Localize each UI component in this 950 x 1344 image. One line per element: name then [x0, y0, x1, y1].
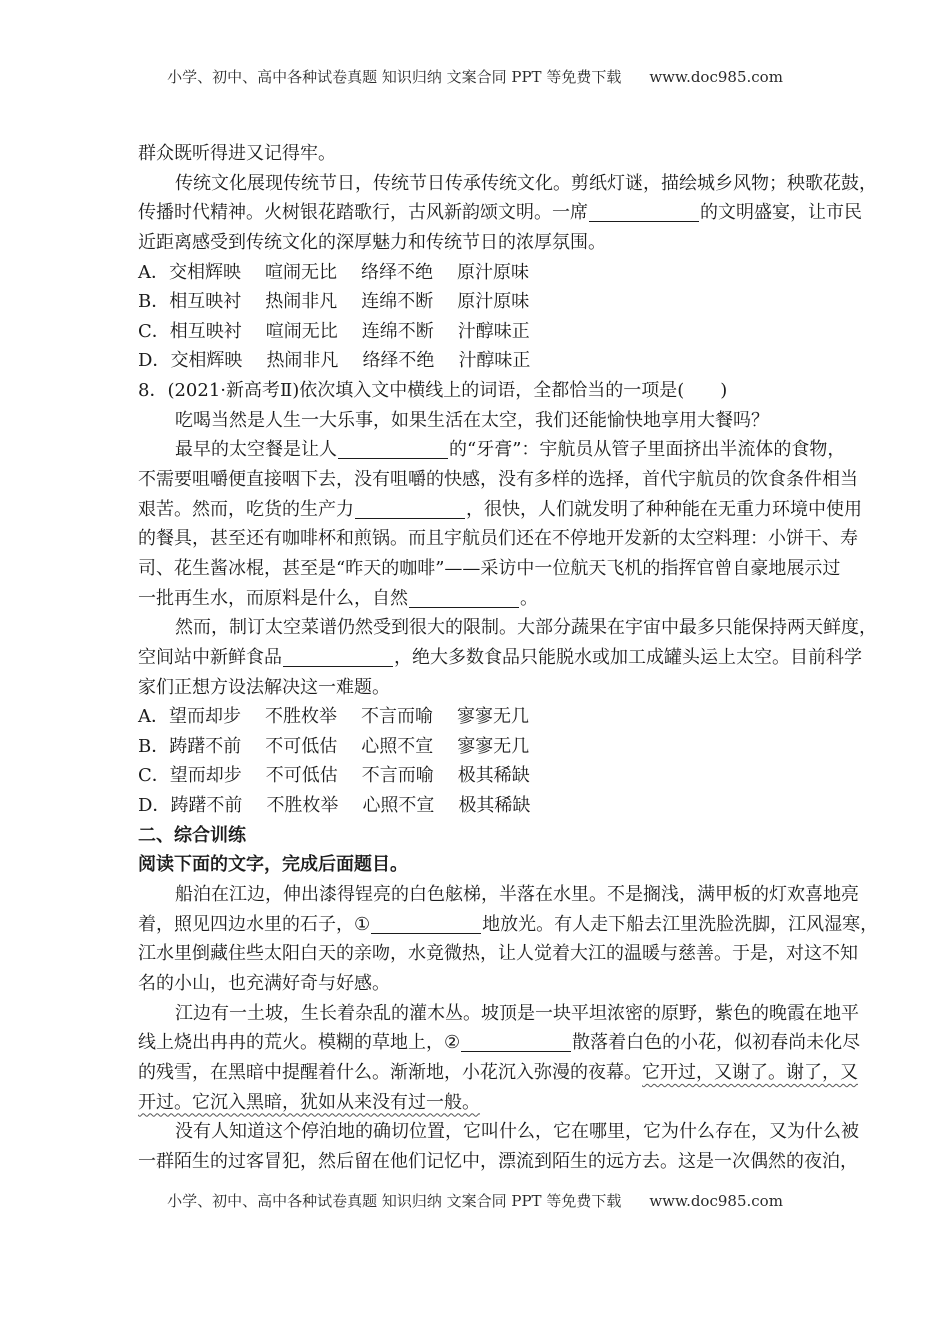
option-7-B — [138, 287, 850, 317]
paragraph-line — [138, 524, 858, 554]
text-run: 络绎不绝 — [361, 261, 433, 283]
paragraph-line — [138, 1088, 850, 1118]
text-run: 阅读下面的文字，完成后面题目。 — [138, 854, 408, 876]
text-run: 家们正想方设法解决这一难题。 — [138, 676, 390, 698]
text-run: 的文明盛宴，让市民 — [700, 202, 862, 224]
fill-in-blank-line — [283, 666, 393, 667]
text-run: 二、综合训练 — [138, 824, 246, 846]
text-run: 。 — [520, 587, 538, 609]
paragraph-line — [138, 435, 850, 465]
text-run: 不可低估 — [265, 765, 338, 787]
text-run: 踌躇不前 — [169, 735, 242, 757]
text-run: ，绝大多数食品只能脱水或加工成罐头运上太空。目前科学 — [394, 646, 862, 668]
paragraph-line — [138, 169, 877, 199]
text-run: 汁醇味正 — [458, 350, 531, 372]
text-run: 交相辉映 — [170, 350, 243, 372]
paragraph-line — [138, 613, 877, 643]
paragraph-line — [138, 1147, 858, 1177]
text-run: 连绵不断 — [361, 320, 434, 342]
text-run: 空间站中新鲜食品 — [138, 646, 282, 668]
page-header — [0, 66, 950, 87]
text-run: 江边有一土坡，生长着杂乱的灌木丛。坡顶是一块平坦浓密的原野，紫色的晚霞在地平 — [175, 1002, 859, 1024]
text-run: 寥寥无几 — [457, 735, 530, 757]
text-run: 8．(2021·新高考Ⅱ)依次填入文中横线上的词语，全都恰当的一项是( ) — [138, 380, 728, 402]
text-run: 原汁原味 — [457, 261, 529, 283]
text-run: A． — [138, 261, 169, 283]
fill-in-blank-line — [589, 221, 699, 222]
paragraph-line — [138, 198, 862, 228]
text-run: 艰苦。然而，吃货的生产力 — [138, 498, 354, 520]
text-run: 踌躇不前 — [170, 795, 243, 817]
document-body — [138, 139, 879, 1176]
text-run: 喧闹无比 — [265, 261, 337, 283]
fill-in-blank-line — [355, 518, 465, 519]
option-8-B — [138, 732, 850, 762]
text-run: 喧闹无比 — [265, 320, 338, 342]
text-run: 地放光。有人走下船去江里洗脸洗脚，江风湿寒， — [482, 913, 879, 935]
text-run: 不胜枚举 — [265, 706, 337, 728]
text-run: 船泊在江边，伸出漆得锃亮的白色舷梯，半落在水里。不是搁浅，满甲板的灯欢喜地亮 — [175, 884, 859, 906]
fill-in-blank-line — [338, 458, 448, 459]
text-run: 没有人知道这个停泊地的确切位置，它叫什么，它在哪里，它为什么存在，又为什么被 — [175, 1121, 859, 1143]
paragraph-line — [138, 1117, 859, 1147]
text-run: 连绵不断 — [361, 291, 434, 313]
text-run: 群众既听得进又记得牢。 — [138, 143, 336, 164]
text-run: 传统文化展现传统节日，传统节日传承传统文化。剪纸灯谜，描绘城乡风物；秧歌花鼓， — [175, 172, 877, 194]
paragraph-line — [138, 406, 850, 436]
text-run: 热闹非凡 — [265, 291, 338, 313]
text-run: B． — [138, 735, 170, 757]
text-run: C． — [138, 765, 170, 787]
text-run: 的残雪，在黑暗中提醒着什么。渐渐地，小花沉入弥漫的夜幕。 — [138, 1061, 642, 1083]
text-run: C． — [138, 320, 170, 342]
paragraph-line — [138, 584, 850, 614]
paragraph-line — [138, 969, 850, 999]
text-run: 不言而喻 — [361, 706, 433, 728]
wavy-underlined-text: 它开过，又谢了。谢了，又 — [642, 1061, 858, 1083]
section-instruction — [138, 850, 850, 880]
text-run: 交相辉映 — [169, 261, 241, 283]
option-7-C — [138, 317, 850, 347]
fill-in-blank-line — [371, 933, 481, 934]
paragraph-line — [138, 999, 859, 1029]
text-run: 近距离感受到传统文化的深厚魅力和传统节日的浓厚氛围。 — [138, 231, 606, 253]
text-run: 的餐具，甚至还有咖啡杯和煎锅。而且宇航员们还在不停地开发新的太空料理：小饼干、寿 — [138, 528, 858, 550]
text-run: B． — [138, 291, 170, 313]
text-run: 心照不宣 — [362, 795, 435, 817]
text-run: 的“牙膏”：宇航员从管子里面挤出半流体的食物， — [449, 439, 846, 461]
text-run: 寥寥无几 — [457, 706, 529, 728]
text-run: 心照不宣 — [361, 735, 434, 757]
text-run: 司、花生酱冰棍，甚至是“昨天的咖啡”——采访中一位航天飞机的指挥官曾自豪地展示过 — [138, 557, 841, 579]
text-run: 极其稀缺 — [457, 765, 530, 787]
text-run: 散落着白色的小花，似初春尚未化尽 — [572, 1032, 861, 1054]
text-run: 一批再生水，而原料是什么，自然 — [138, 587, 408, 609]
text-run: 最早的太空餐是让人 — [175, 439, 337, 461]
text-run: 一群陌生的过客冒犯，然后留在他们记忆中，漂流到陌生的远方去。这是一次偶然的夜泊， — [138, 1150, 858, 1172]
option-8-D — [138, 791, 850, 821]
paragraph-line — [138, 910, 879, 940]
option-7-A — [138, 258, 850, 288]
text-run: D． — [138, 795, 171, 817]
text-run: 不需要咀嚼便直接咽下去，没有咀嚼的快感，没有多样的选择，首代宇航员的饮食条件相当 — [138, 469, 858, 491]
text-run: 相互映衬 — [169, 320, 242, 342]
text-run: ，很快，人们就发明了种种能在无重力环境中使用 — [466, 498, 862, 520]
section-heading — [138, 821, 850, 851]
text-run: 然而，制订太空菜谱仍然受到很大的限制。大部分蔬果在宇宙中最多只能保持两天鲜度， — [175, 617, 877, 639]
footer-url: www.doc985.com — [649, 1192, 783, 1210]
header-text: 小学、初中、高中各种试卷真题 知识归纳 文案合同 PPT 等免费下载 — [167, 68, 622, 86]
header-url: www.doc985.com — [649, 68, 783, 86]
text-run: 不胜枚举 — [266, 795, 339, 817]
option-8-A — [138, 702, 850, 732]
text-run: 望而却步 — [169, 765, 242, 787]
text-run: 不言而喻 — [361, 765, 434, 787]
paragraph-line — [138, 643, 862, 673]
paragraph-line — [138, 880, 859, 910]
text-run: 名的小山，也充满好奇与好感。 — [138, 972, 390, 994]
paragraph-line — [138, 673, 850, 703]
paragraph-line — [138, 554, 850, 584]
text-run: A． — [138, 706, 169, 728]
question-8-stem — [138, 376, 850, 406]
text-run: 相互映衬 — [169, 291, 242, 313]
text-run: 传播时代精神。火树银花踏歌行，古风新韵颂文明。一席 — [138, 202, 588, 224]
option-7-D — [138, 346, 850, 376]
fill-in-blank-line — [409, 607, 519, 608]
text-run: 望而却步 — [169, 706, 241, 728]
text-run: 汁醇味正 — [457, 320, 530, 342]
text-run: 热闹非凡 — [266, 350, 339, 372]
paragraph-line — [138, 1058, 858, 1088]
text-run: 着，照见四边水里的石子，① — [138, 913, 371, 935]
paragraph-line — [138, 1028, 861, 1058]
text-run: 吃喝当然是人生一大乐事，如果生活在太空，我们还能愉快地享用大餐吗？ — [175, 409, 769, 431]
text-run: 江水里倒藏住些太阳白天的亲吻，水竟微热，让人觉着大江的温暖与慈善。于是，对这不知 — [138, 943, 858, 965]
paragraph-line — [138, 495, 862, 525]
paragraph-line — [138, 939, 858, 969]
page-footer — [0, 1190, 950, 1211]
paragraph-line — [138, 465, 858, 495]
text-run: 不可低估 — [265, 735, 338, 757]
text-run: 线上烧出冉冉的荒火。模糊的草地上，② — [138, 1032, 461, 1054]
paragraph-line — [138, 228, 850, 258]
paragraph-line — [138, 139, 850, 169]
text-run: 极其稀缺 — [458, 795, 531, 817]
text-run: D． — [138, 350, 171, 372]
fill-in-blank-line — [461, 1051, 571, 1052]
text-run: 络绎不绝 — [362, 350, 435, 372]
option-8-C — [138, 761, 850, 791]
footer-text: 小学、初中、高中各种试卷真题 知识归纳 文案合同 PPT 等免费下载 — [167, 1192, 622, 1210]
text-run: 原汁原味 — [457, 291, 530, 313]
wavy-underlined-text: 开过。它沉入黑暗，犹如从来没有过一般。 — [138, 1091, 480, 1113]
